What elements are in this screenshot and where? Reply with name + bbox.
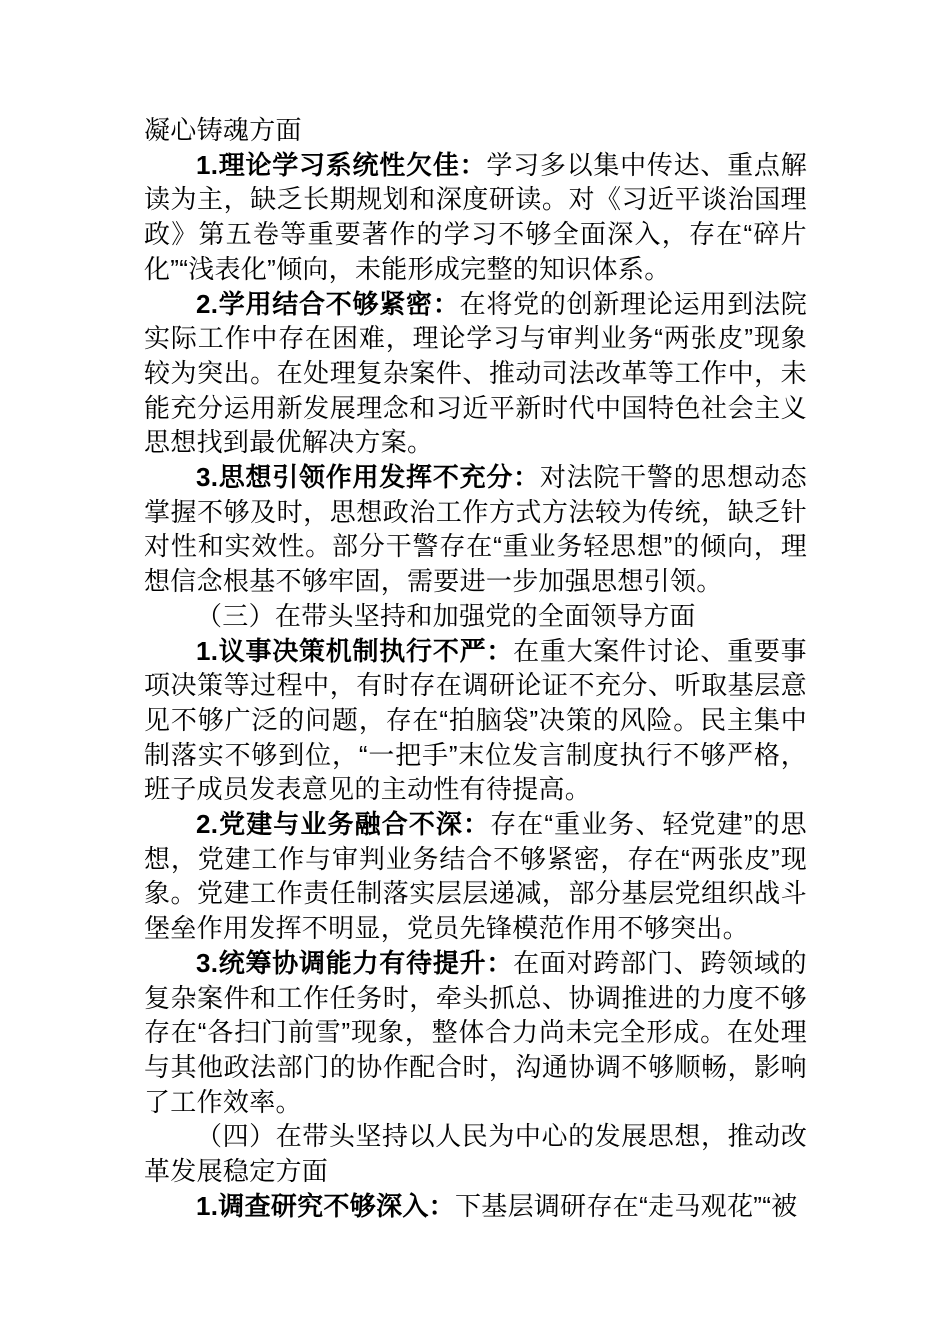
paragraph-text: （三）在带头坚持和加强党的全面领导方面 <box>196 600 696 631</box>
paragraph-lead: 3.思想引领作用发挥不充分： <box>196 462 540 493</box>
paragraph-text: 在重大案件讨论、重要事项决策等过程中，有时存在调研论证不充分、听取基层意见不够广泛的问题，存在“拍脑袋”决策的风险。民主集中制落实不够到位，“一把手”末位发言制度执行不够严格，班子成员发表意见的主动性有待提高。 <box>144 635 807 805</box>
paragraph-lead: 1.调查研究不够深入： <box>196 1190 455 1221</box>
paragraph <box>144 946 807 1120</box>
paragraph-text: （四）在带头坚持以人民为中心的发展思想，推动改革发展稳定方面 <box>144 1121 807 1187</box>
paragraph <box>144 1119 807 1188</box>
paragraph <box>144 599 807 634</box>
document-body <box>144 113 807 1224</box>
paragraph <box>144 113 807 148</box>
paragraph-text: 对法院干警的思想动态掌握不够及时，思想政治工作方式方法较为传统，缺乏针对性和实效性。部分干警存在“重业务轻思想”的倾向，理想信念根基不够牢固，需要进一步加强思想引领。 <box>144 462 807 597</box>
paragraph-text: 学习多以集中传达、重点解读为主，缺乏长期规划和深度研读。对《习近平谈治国理政》第五卷等重要著作的学习不够全面深入，存在“碎片化”“浅表化”倾向，未能形成完整的知识体系。 <box>144 149 807 284</box>
paragraph <box>144 634 807 808</box>
paragraph-text: 存在“重业务、轻党建”的思想，党建工作与审判业务结合不够紧密，存在“两张皮”现象。党建工作责任制落实层层递减，部分基层党组织战斗堡垒作用发挥不明显，党员先锋模范作用不够突出。 <box>144 809 807 944</box>
paragraph <box>144 807 807 946</box>
paragraph <box>144 1189 807 1224</box>
paragraph <box>144 148 807 287</box>
paragraph-lead: 2.学用结合不够紧密： <box>196 288 460 319</box>
paragraph-text: 在将党的创新理论运用到法院实际工作中存在困难，理论学习与审判业务“两张皮”现象较为突出。在处理复杂案件、推动司法改革等工作中，未能充分运用新发展理念和习近平新时代中国特色社会主义思想找到最优解决方案。 <box>144 288 808 458</box>
paragraph-text: 下基层调研存在“走马观花”“被 <box>454 1190 798 1221</box>
paragraph <box>144 287 807 461</box>
paragraph-lead: 2.党建与业务融合不深： <box>196 809 491 840</box>
paragraph-text: 凝心铸魂方面 <box>144 115 302 145</box>
paragraph-lead: 1.议事决策机制执行不严： <box>196 635 514 666</box>
paragraph-lead: 3.统筹协调能力有待提升： <box>196 947 514 978</box>
paragraph-text: 在面对跨部门、跨领域的复杂案件和工作任务时，牵头抓总、协调推进的力度不够存在“各扫门前雪”现象，整体合力尚未完全形成。在处理与其他政法部门的协作配合时，沟通协调不够顺畅，影响了工作效率。 <box>144 947 807 1117</box>
paragraph-lead: 1.理论学习系统性欠佳： <box>196 149 487 180</box>
paragraph <box>144 460 807 599</box>
